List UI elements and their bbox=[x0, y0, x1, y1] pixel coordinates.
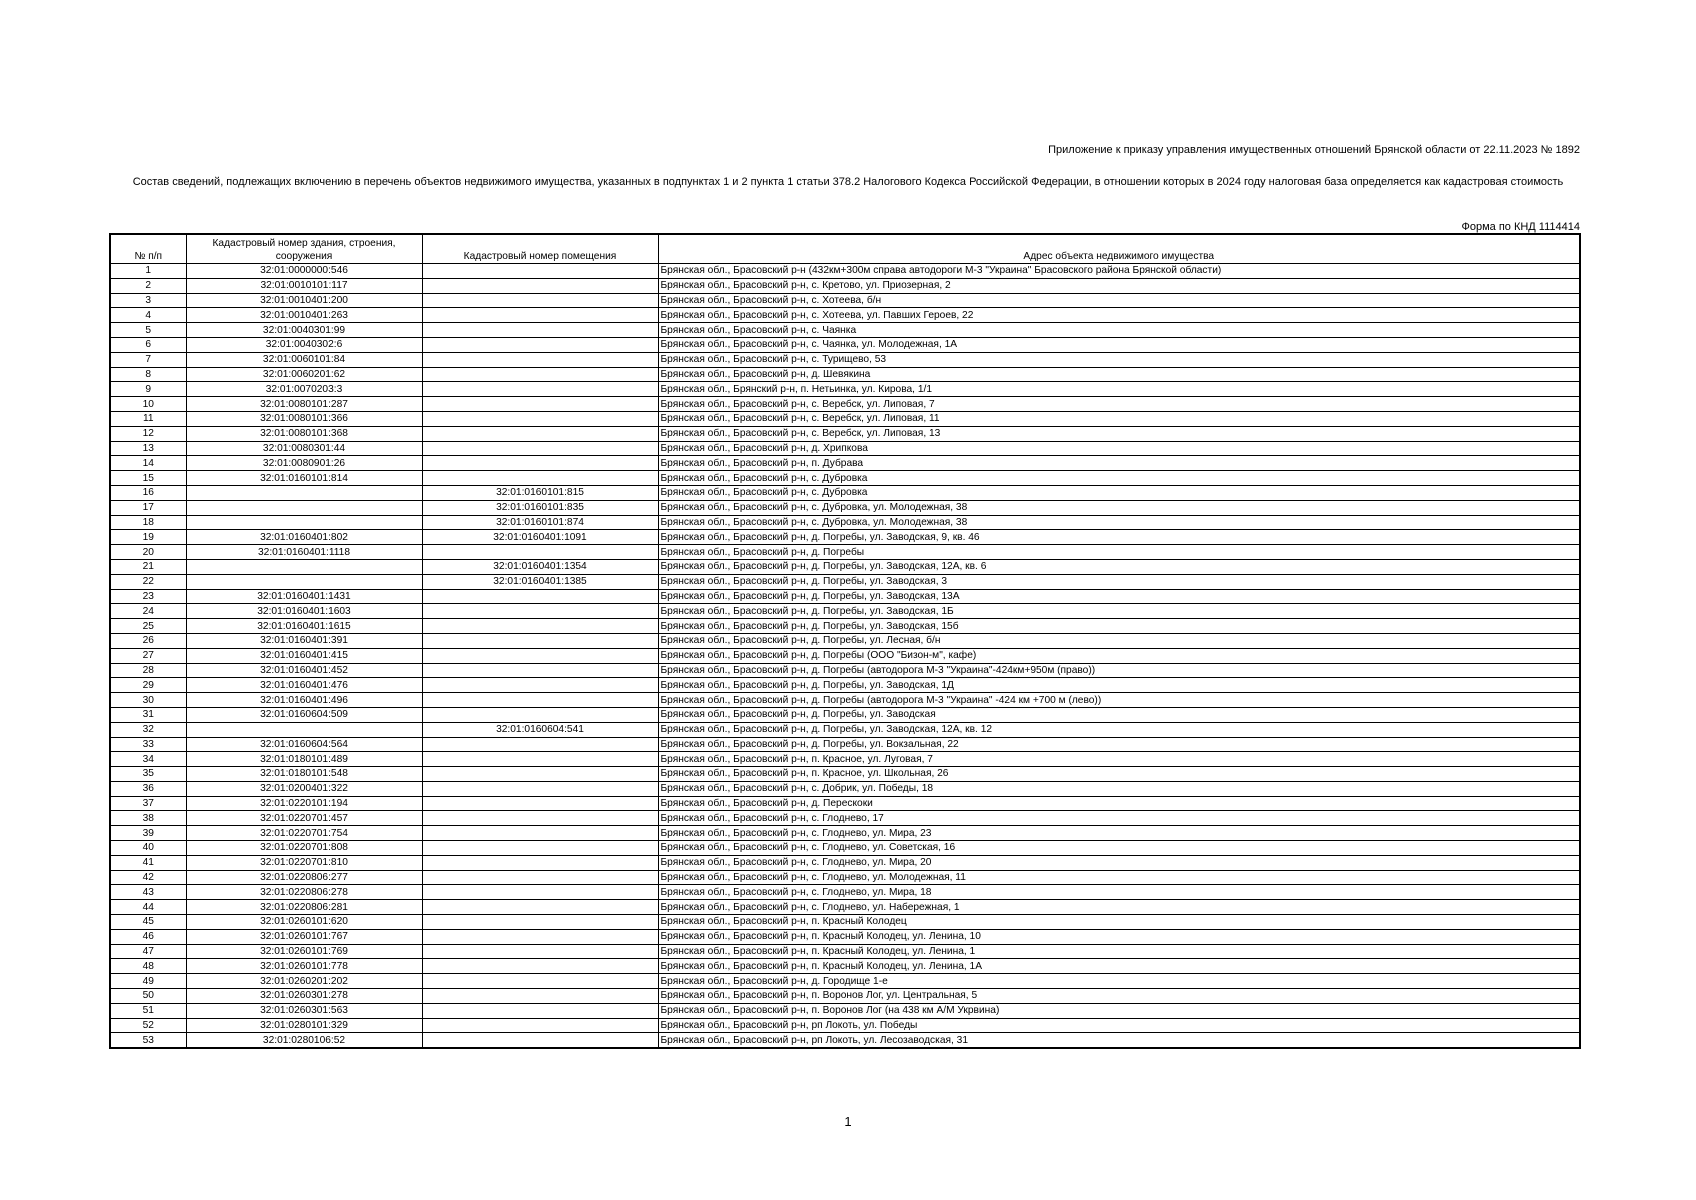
cell-num: 38 bbox=[110, 811, 186, 826]
cell-address: Брянская обл., Брасовский р-н, д. Погребы, ул. Заводская, 12А, кв. 6 bbox=[658, 559, 1580, 574]
cell-address: Брянская обл., Брасовский р-н, с. Глоднево, ул. Советская, 16 bbox=[658, 841, 1580, 856]
cell-building-cadastral bbox=[186, 515, 422, 530]
cell-building-cadastral: 32:01:0160401:802 bbox=[186, 530, 422, 545]
cell-building-cadastral: 32:01:0160401:1431 bbox=[186, 589, 422, 604]
cell-address: Брянская обл., Брасовский р-н, с. Турищево, 53 bbox=[658, 352, 1580, 367]
cell-building-cadastral: 32:01:0070203:3 bbox=[186, 382, 422, 397]
cell-num: 25 bbox=[110, 619, 186, 634]
table-body bbox=[110, 264, 1580, 1049]
cell-building-cadastral: 32:01:0160401:415 bbox=[186, 648, 422, 663]
cell-room-cadastral bbox=[422, 471, 658, 486]
table-row bbox=[110, 367, 1580, 382]
cell-address: Брянская обл., Брасовский р-н, д. Погребы, ул. Заводская, 3 bbox=[658, 574, 1580, 589]
cell-num: 48 bbox=[110, 959, 186, 974]
cell-address: Брянская обл., Брасовский р-н, п. Красный Колодец, ул. Ленина, 1 bbox=[658, 944, 1580, 959]
table-row bbox=[110, 974, 1580, 989]
table-row bbox=[110, 426, 1580, 441]
table-row bbox=[110, 500, 1580, 515]
cell-address: Брянская обл., Брасовский р-н, д. Хрипкова bbox=[658, 441, 1580, 456]
table-row bbox=[110, 604, 1580, 619]
cell-building-cadastral bbox=[186, 500, 422, 515]
table-header-row bbox=[110, 234, 1580, 264]
cell-address: Брянская обл., Брасовский р-н, с. Дубровка, ул. Молодежная, 38 bbox=[658, 515, 1580, 530]
table-row bbox=[110, 515, 1580, 530]
cell-building-cadastral: 32:01:0010101:117 bbox=[186, 278, 422, 293]
cell-address: Брянская обл., Брасовский р-н, с. Хотеева, б/н bbox=[658, 293, 1580, 308]
cell-room-cadastral bbox=[422, 959, 658, 974]
table-row bbox=[110, 885, 1580, 900]
cell-num: 5 bbox=[110, 323, 186, 338]
cell-room-cadastral: 32:01:0160401:1385 bbox=[422, 574, 658, 589]
cell-address: Брянская обл., Брасовский р-н, д. Погребы, ул. Заводская, 1Б bbox=[658, 604, 1580, 619]
table-row bbox=[110, 767, 1580, 782]
cell-building-cadastral: 32:01:0200401:322 bbox=[186, 781, 422, 796]
cell-address: Брянская обл., Брасовский р-н, рп Локоть, ул. Победы bbox=[658, 1018, 1580, 1033]
cell-building-cadastral: 32:01:0160101:814 bbox=[186, 471, 422, 486]
cell-num: 8 bbox=[110, 367, 186, 382]
cell-room-cadastral bbox=[422, 944, 658, 959]
cell-building-cadastral: 32:01:0180101:548 bbox=[186, 767, 422, 782]
cell-num: 10 bbox=[110, 397, 186, 412]
cell-num: 28 bbox=[110, 663, 186, 678]
cell-address: Брянская обл., Брасовский р-н, п. Красное, ул. Луговая, 7 bbox=[658, 752, 1580, 767]
column-header-room: Кадастровый номер помещения bbox=[422, 234, 658, 264]
cell-building-cadastral: 32:01:0160604:509 bbox=[186, 707, 422, 722]
cell-building-cadastral: 32:01:0220701:754 bbox=[186, 826, 422, 841]
cell-num: 30 bbox=[110, 693, 186, 708]
table-row bbox=[110, 707, 1580, 722]
cell-num: 21 bbox=[110, 559, 186, 574]
cell-num: 23 bbox=[110, 589, 186, 604]
table-row bbox=[110, 915, 1580, 930]
table-row bbox=[110, 441, 1580, 456]
table-row bbox=[110, 811, 1580, 826]
table-row bbox=[110, 989, 1580, 1004]
cell-num: 29 bbox=[110, 678, 186, 693]
property-table bbox=[109, 233, 1581, 1049]
cell-address: Брянская обл., Брасовский р-н, д. Погребы, ул. Вокзальная, 22 bbox=[658, 737, 1580, 752]
cell-room-cadastral bbox=[422, 367, 658, 382]
cell-room-cadastral bbox=[422, 1003, 658, 1018]
cell-building-cadastral: 32:01:0160401:1118 bbox=[186, 545, 422, 560]
cell-num: 13 bbox=[110, 441, 186, 456]
cell-num: 1 bbox=[110, 264, 186, 279]
cell-num: 18 bbox=[110, 515, 186, 530]
table-row bbox=[110, 293, 1580, 308]
cell-room-cadastral bbox=[422, 264, 658, 279]
cell-room-cadastral bbox=[422, 397, 658, 412]
table-row bbox=[110, 323, 1580, 338]
cell-address: Брянская обл., Брасовский р-н, п. Красный Колодец bbox=[658, 915, 1580, 930]
cell-room-cadastral bbox=[422, 293, 658, 308]
cell-address: Брянская обл., Брасовский р-н, п. Дубрава bbox=[658, 456, 1580, 471]
cell-num: 45 bbox=[110, 915, 186, 930]
table-row bbox=[110, 781, 1580, 796]
cell-room-cadastral bbox=[422, 426, 658, 441]
cell-num: 11 bbox=[110, 411, 186, 426]
cell-num: 50 bbox=[110, 989, 186, 1004]
table-row bbox=[110, 1003, 1580, 1018]
cell-building-cadastral: 32:01:0010401:200 bbox=[186, 293, 422, 308]
table-row bbox=[110, 411, 1580, 426]
cell-num: 26 bbox=[110, 633, 186, 648]
cell-room-cadastral: 32:01:0160101:835 bbox=[422, 500, 658, 515]
cell-num: 6 bbox=[110, 337, 186, 352]
cell-num: 14 bbox=[110, 456, 186, 471]
cell-address: Брянская обл., Брасовский р-н, д. Погребы, ул. Заводская bbox=[658, 707, 1580, 722]
cell-num: 2 bbox=[110, 278, 186, 293]
form-code: Форма по КНД 1114414 bbox=[1461, 221, 1580, 233]
table-row bbox=[110, 826, 1580, 841]
cell-building-cadastral: 32:01:0260101:769 bbox=[186, 944, 422, 959]
cell-address: Брянская обл., Брасовский р-н, с. Глоднево, ул. Мира, 23 bbox=[658, 826, 1580, 841]
cell-num: 34 bbox=[110, 752, 186, 767]
table-row bbox=[110, 1018, 1580, 1033]
cell-room-cadastral bbox=[422, 826, 658, 841]
cell-room-cadastral bbox=[422, 929, 658, 944]
cell-address: Брянская обл., Брасовский р-н, п. Воронов Лог (на 438 км А/М Укрвина) bbox=[658, 1003, 1580, 1018]
cell-address: Брянская обл., Брасовский р-н, с. Веребск, ул. Липовая, 13 bbox=[658, 426, 1580, 441]
cell-room-cadastral bbox=[422, 885, 658, 900]
table-row bbox=[110, 308, 1580, 323]
cell-room-cadastral bbox=[422, 781, 658, 796]
cell-building-cadastral: 32:01:0260101:767 bbox=[186, 929, 422, 944]
cell-num: 37 bbox=[110, 796, 186, 811]
cell-address: Брянская обл., Брасовский р-н, с. Глоднево, ул. Набережная, 1 bbox=[658, 900, 1580, 915]
cell-room-cadastral: 32:01:0160101:874 bbox=[422, 515, 658, 530]
cell-room-cadastral bbox=[422, 974, 658, 989]
cell-address: Брянская обл., Брасовский р-н, с. Чаянка bbox=[658, 323, 1580, 338]
cell-room-cadastral: 32:01:0160604:541 bbox=[422, 722, 658, 737]
cell-address: Брянская обл., Брасовский р-н, п. Красный Колодец, ул. Ленина, 10 bbox=[658, 929, 1580, 944]
cell-address: Брянская обл., Брасовский р-н, с. Веребск, ул. Липовая, 7 bbox=[658, 397, 1580, 412]
cell-building-cadastral bbox=[186, 559, 422, 574]
cell-num: 7 bbox=[110, 352, 186, 367]
table-row bbox=[110, 589, 1580, 604]
cell-building-cadastral: 32:01:0080101:366 bbox=[186, 411, 422, 426]
cell-room-cadastral bbox=[422, 308, 658, 323]
cell-room-cadastral bbox=[422, 870, 658, 885]
cell-building-cadastral: 32:01:0160401:1615 bbox=[186, 619, 422, 634]
table-row bbox=[110, 382, 1580, 397]
cell-address: Брянская обл., Брасовский р-н, д. Погребы (автодорога М-3 "Украина"-424км+950м (право)) bbox=[658, 663, 1580, 678]
cell-address: Брянская обл., Брасовский р-н, п. Воронов Лог, ул. Центральная, 5 bbox=[658, 989, 1580, 1004]
cell-num: 43 bbox=[110, 885, 186, 900]
table-row bbox=[110, 870, 1580, 885]
cell-address: Брянская обл., Брасовский р-н, с. Дубровка bbox=[658, 485, 1580, 500]
cell-building-cadastral: 32:01:0160401:496 bbox=[186, 693, 422, 708]
table-row bbox=[110, 900, 1580, 915]
table-row bbox=[110, 1033, 1580, 1048]
cell-address: Брянская обл., Брасовский р-н, с. Глоднево, ул. Мира, 20 bbox=[658, 855, 1580, 870]
cell-address: Брянская обл., Брасовский р-н (432км+300м справа автодороги М-3 "Украина" Брасовского района Брянской области) bbox=[658, 264, 1580, 279]
cell-num: 22 bbox=[110, 574, 186, 589]
cell-building-cadastral: 32:01:0160401:391 bbox=[186, 633, 422, 648]
cell-room-cadastral: 32:01:0160401:1091 bbox=[422, 530, 658, 545]
cell-room-cadastral bbox=[422, 337, 658, 352]
cell-building-cadastral: 32:01:0220101:194 bbox=[186, 796, 422, 811]
cell-building-cadastral: 32:01:0260201:202 bbox=[186, 974, 422, 989]
table-row bbox=[110, 796, 1580, 811]
cell-building-cadastral: 32:01:0160401:452 bbox=[186, 663, 422, 678]
cell-address: Брянская обл., Брянский р-н, п. Нетьинка, ул. Кирова, 1/1 bbox=[658, 382, 1580, 397]
cell-building-cadastral: 32:01:0220701:810 bbox=[186, 855, 422, 870]
cell-room-cadastral bbox=[422, 278, 658, 293]
cell-room-cadastral bbox=[422, 989, 658, 1004]
cell-num: 4 bbox=[110, 308, 186, 323]
cell-building-cadastral: 32:01:0060101:84 bbox=[186, 352, 422, 367]
appendix-reference: Приложение к приказу управления имущественных отношений Брянской области от 22.11.2023 № 1892 bbox=[1048, 144, 1580, 156]
cell-address: Брянская обл., Брасовский р-н, с. Хотеева, ул. Павших Героев, 22 bbox=[658, 308, 1580, 323]
table-row bbox=[110, 559, 1580, 574]
cell-num: 27 bbox=[110, 648, 186, 663]
cell-num: 12 bbox=[110, 426, 186, 441]
cell-num: 40 bbox=[110, 841, 186, 856]
table-row bbox=[110, 264, 1580, 279]
table-row bbox=[110, 855, 1580, 870]
column-header-building: Кадастровый номер здания, строения, сооружения bbox=[186, 234, 422, 264]
cell-building-cadastral: 32:01:0160604:564 bbox=[186, 737, 422, 752]
cell-building-cadastral: 32:01:0180101:489 bbox=[186, 752, 422, 767]
cell-num: 51 bbox=[110, 1003, 186, 1018]
table-row bbox=[110, 337, 1580, 352]
cell-building-cadastral: 32:01:0060201:62 bbox=[186, 367, 422, 382]
cell-room-cadastral bbox=[422, 619, 658, 634]
cell-room-cadastral bbox=[422, 707, 658, 722]
cell-address: Брянская обл., Брасовский р-н, д. Погребы, ул. Заводская, 1Д bbox=[658, 678, 1580, 693]
cell-address: Брянская обл., Брасовский р-н, д. Шевякина bbox=[658, 367, 1580, 382]
cell-address: Брянская обл., Брасовский р-н, с. Кретово, ул. Приозерная, 2 bbox=[658, 278, 1580, 293]
cell-room-cadastral bbox=[422, 678, 658, 693]
cell-building-cadastral: 32:01:0080101:287 bbox=[186, 397, 422, 412]
cell-room-cadastral bbox=[422, 323, 658, 338]
cell-building-cadastral bbox=[186, 722, 422, 737]
cell-building-cadastral: 32:01:0260101:620 bbox=[186, 915, 422, 930]
cell-num: 49 bbox=[110, 974, 186, 989]
cell-room-cadastral bbox=[422, 441, 658, 456]
cell-address: Брянская обл., Брасовский р-н, д. Погребы, ул. Лесная, б/н bbox=[658, 633, 1580, 648]
table-row bbox=[110, 545, 1580, 560]
cell-building-cadastral bbox=[186, 485, 422, 500]
cell-room-cadastral bbox=[422, 456, 658, 471]
cell-building-cadastral: 32:01:0160401:476 bbox=[186, 678, 422, 693]
cell-address: Брянская обл., Брасовский р-н, рп Локоть, ул. Лесозаводская, 31 bbox=[658, 1033, 1580, 1048]
cell-num: 46 bbox=[110, 929, 186, 944]
cell-room-cadastral bbox=[422, 767, 658, 782]
cell-num: 24 bbox=[110, 604, 186, 619]
table-row bbox=[110, 929, 1580, 944]
page-number: 1 bbox=[844, 1114, 852, 1129]
table-row bbox=[110, 737, 1580, 752]
cell-num: 9 bbox=[110, 382, 186, 397]
cell-building-cadastral: 32:01:0000000:546 bbox=[186, 264, 422, 279]
cell-room-cadastral bbox=[422, 915, 658, 930]
cell-num: 41 bbox=[110, 855, 186, 870]
cell-room-cadastral bbox=[422, 633, 658, 648]
cell-address: Брянская обл., Брасовский р-н, с. Добрик, ул. Победы, 18 bbox=[658, 781, 1580, 796]
cell-room-cadastral bbox=[422, 411, 658, 426]
cell-address: Брянская обл., Брасовский р-н, с. Глоднево, ул. Молодежная, 11 bbox=[658, 870, 1580, 885]
cell-room-cadastral: 32:01:0160401:1354 bbox=[422, 559, 658, 574]
table-row bbox=[110, 841, 1580, 856]
cell-room-cadastral bbox=[422, 796, 658, 811]
column-header-address: Адрес объекта недвижимого имущества bbox=[658, 234, 1580, 264]
cell-num: 31 bbox=[110, 707, 186, 722]
cell-room-cadastral bbox=[422, 737, 658, 752]
table-row bbox=[110, 944, 1580, 959]
cell-num: 17 bbox=[110, 500, 186, 515]
cell-num: 15 bbox=[110, 471, 186, 486]
cell-num: 36 bbox=[110, 781, 186, 796]
cell-num: 53 bbox=[110, 1033, 186, 1048]
table-row bbox=[110, 485, 1580, 500]
cell-address: Брянская обл., Брасовский р-н, п. Красное, ул. Школьная, 26 bbox=[658, 767, 1580, 782]
cell-building-cadastral: 32:01:0220701:808 bbox=[186, 841, 422, 856]
cell-room-cadastral bbox=[422, 382, 658, 397]
cell-address: Брянская обл., Брасовский р-н, д. Погребы, ул. Заводская, 13А bbox=[658, 589, 1580, 604]
cell-num: 33 bbox=[110, 737, 186, 752]
cell-num: 39 bbox=[110, 826, 186, 841]
cell-address: Брянская обл., Брасовский р-н, д. Перескоки bbox=[658, 796, 1580, 811]
cell-room-cadastral bbox=[422, 855, 658, 870]
cell-room-cadastral bbox=[422, 604, 658, 619]
cell-building-cadastral: 32:01:0220806:281 bbox=[186, 900, 422, 915]
cell-address: Брянская обл., Брасовский р-н, с. Дубровка bbox=[658, 471, 1580, 486]
cell-building-cadastral: 32:01:0040301:99 bbox=[186, 323, 422, 338]
table-row bbox=[110, 752, 1580, 767]
cell-room-cadastral bbox=[422, 811, 658, 826]
cell-num: 19 bbox=[110, 530, 186, 545]
cell-building-cadastral: 32:01:0280106:52 bbox=[186, 1033, 422, 1048]
document-title: Состав сведений, подлежащих включению в перечень объектов недвижимого имущества, указанных в подпунктах 1 и 2 пункта 1 статьи 378.2 Налогового Кодекса Российской Федерации, в отношении которых в 2024 году налоговая база определяется как кадастровая стоимость bbox=[132, 176, 1564, 188]
table-row bbox=[110, 352, 1580, 367]
column-header-num: № п/п bbox=[110, 234, 186, 264]
cell-num: 47 bbox=[110, 944, 186, 959]
table-row bbox=[110, 959, 1580, 974]
table-row bbox=[110, 693, 1580, 708]
cell-num: 35 bbox=[110, 767, 186, 782]
cell-building-cadastral: 32:01:0080901:26 bbox=[186, 456, 422, 471]
cell-address: Брянская обл., Брасовский р-н, с. Глоднево, 17 bbox=[658, 811, 1580, 826]
cell-address: Брянская обл., Брасовский р-н, с. Чаянка, ул. Молодежная, 1А bbox=[658, 337, 1580, 352]
table-row bbox=[110, 471, 1580, 486]
cell-building-cadastral: 32:01:0160401:1603 bbox=[186, 604, 422, 619]
cell-address: Брянская обл., Брасовский р-н, д. Городище 1-е bbox=[658, 974, 1580, 989]
cell-address: Брянская обл., Брасовский р-н, д. Погребы (ООО "Бизон-м", кафе) bbox=[658, 648, 1580, 663]
cell-address: Брянская обл., Брасовский р-н, п. Красный Колодец, ул. Ленина, 1А bbox=[658, 959, 1580, 974]
table-row bbox=[110, 678, 1580, 693]
table-row bbox=[110, 619, 1580, 634]
cell-building-cadastral: 32:01:0220806:278 bbox=[186, 885, 422, 900]
cell-num: 42 bbox=[110, 870, 186, 885]
cell-building-cadastral: 32:01:0080301:44 bbox=[186, 441, 422, 456]
table-row bbox=[110, 648, 1580, 663]
cell-room-cadastral bbox=[422, 589, 658, 604]
table-row bbox=[110, 456, 1580, 471]
cell-building-cadastral bbox=[186, 574, 422, 589]
table-row bbox=[110, 530, 1580, 545]
table-row bbox=[110, 663, 1580, 678]
cell-num: 52 bbox=[110, 1018, 186, 1033]
cell-building-cadastral: 32:01:0040302:6 bbox=[186, 337, 422, 352]
cell-address: Брянская обл., Брасовский р-н, д. Погребы bbox=[658, 545, 1580, 560]
cell-room-cadastral bbox=[422, 648, 658, 663]
cell-address: Брянская обл., Брасовский р-н, д. Погребы (автодорога М-3 "Украина" -424 км +700 м (лево)) bbox=[658, 693, 1580, 708]
table-row bbox=[110, 633, 1580, 648]
cell-building-cadastral: 32:01:0260101:778 bbox=[186, 959, 422, 974]
cell-building-cadastral: 32:01:0220701:457 bbox=[186, 811, 422, 826]
cell-room-cadastral bbox=[422, 663, 658, 678]
table-row bbox=[110, 397, 1580, 412]
cell-building-cadastral: 32:01:0220806:277 bbox=[186, 870, 422, 885]
cell-room-cadastral bbox=[422, 1033, 658, 1048]
cell-num: 20 bbox=[110, 545, 186, 560]
cell-room-cadastral bbox=[422, 752, 658, 767]
cell-room-cadastral bbox=[422, 693, 658, 708]
table-row bbox=[110, 722, 1580, 737]
cell-room-cadastral bbox=[422, 1018, 658, 1033]
cell-room-cadastral bbox=[422, 841, 658, 856]
cell-address: Брянская обл., Брасовский р-н, с. Веребск, ул. Липовая, 11 bbox=[658, 411, 1580, 426]
cell-address: Брянская обл., Брасовский р-н, д. Погребы, ул. Заводская, 9, кв. 46 bbox=[658, 530, 1580, 545]
cell-room-cadastral: 32:01:0160101:815 bbox=[422, 485, 658, 500]
cell-num: 3 bbox=[110, 293, 186, 308]
cell-num: 16 bbox=[110, 485, 186, 500]
cell-address: Брянская обл., Брасовский р-н, д. Погребы, ул. Заводская, 12А, кв. 12 bbox=[658, 722, 1580, 737]
cell-address: Брянская обл., Брасовский р-н, д. Погребы, ул. Заводская, 15б bbox=[658, 619, 1580, 634]
cell-building-cadastral: 32:01:0260301:278 bbox=[186, 989, 422, 1004]
table-row bbox=[110, 278, 1580, 293]
cell-room-cadastral bbox=[422, 900, 658, 915]
cell-num: 44 bbox=[110, 900, 186, 915]
table-row bbox=[110, 574, 1580, 589]
cell-num: 32 bbox=[110, 722, 186, 737]
cell-room-cadastral bbox=[422, 545, 658, 560]
cell-address: Брянская обл., Брасовский р-н, с. Дубровка, ул. Молодежная, 38 bbox=[658, 500, 1580, 515]
cell-building-cadastral: 32:01:0260301:563 bbox=[186, 1003, 422, 1018]
cell-address: Брянская обл., Брасовский р-н, с. Глоднево, ул. Мира, 18 bbox=[658, 885, 1580, 900]
cell-building-cadastral: 32:01:0280101:329 bbox=[186, 1018, 422, 1033]
cell-building-cadastral: 32:01:0010401:263 bbox=[186, 308, 422, 323]
cell-building-cadastral: 32:01:0080101:368 bbox=[186, 426, 422, 441]
cell-room-cadastral bbox=[422, 352, 658, 367]
